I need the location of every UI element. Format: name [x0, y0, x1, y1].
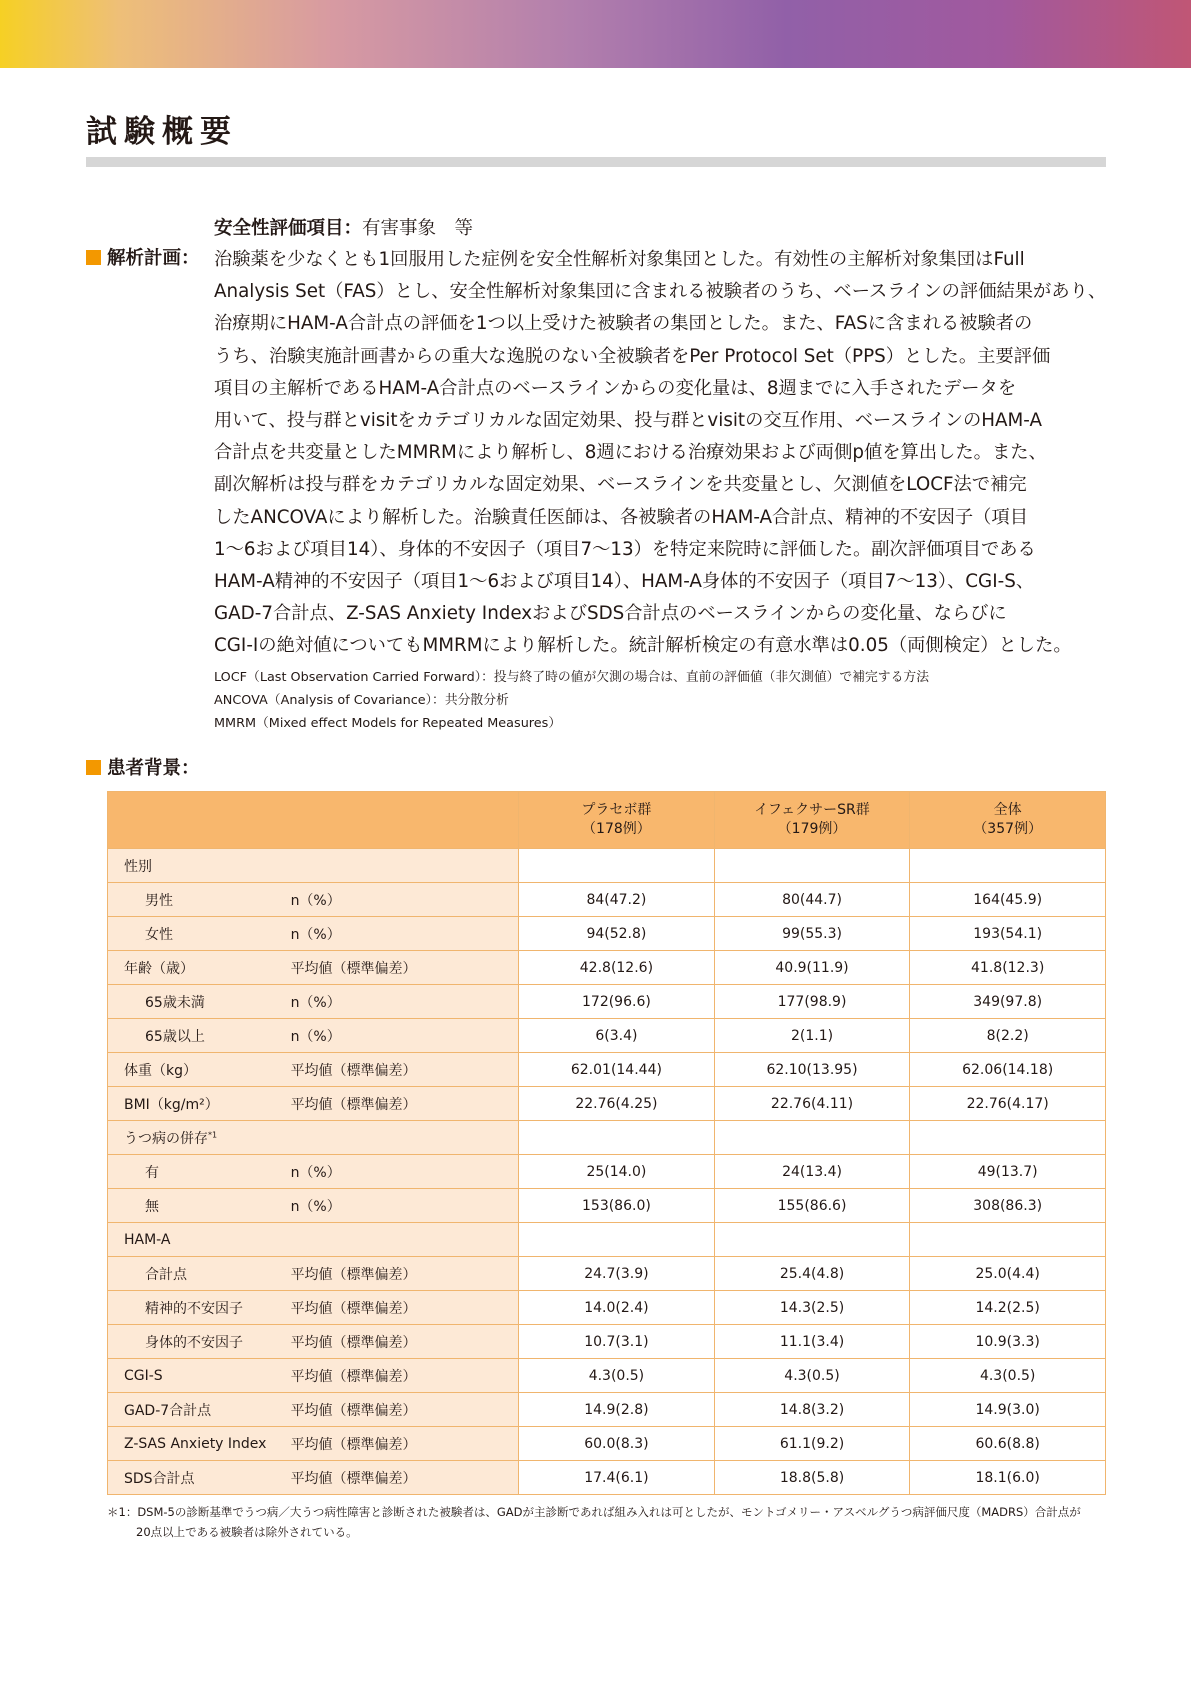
row-label-text: 65歳未満 — [145, 994, 205, 1011]
value-cell: 349(97.8) — [910, 985, 1106, 1019]
row-unit: 平均値（標準偏差） — [291, 951, 519, 985]
value-cell: 60.6(8.8) — [910, 1427, 1106, 1461]
row-label — [108, 1359, 291, 1393]
row-unit: 平均値（標準偏差） — [291, 1427, 519, 1461]
value-cell: 4.3(0.5) — [519, 1359, 715, 1393]
value-cell: 177(98.9) — [714, 985, 910, 1019]
abbreviation-note: MMRM（Mixed effect Models for Repeated Measures） — [214, 716, 562, 731]
value-cell: 193(54.1) — [910, 917, 1106, 951]
abbreviation-note: LOCF（Last Observation Carried Forward）：投与終了時の値が欠測の場合は、直前の評価値（非欠測値）で補完する方法 — [214, 670, 929, 685]
column-count: （357例） — [973, 821, 1043, 837]
table-header-row — [108, 792, 1106, 849]
row-unit: n（%） — [291, 917, 519, 951]
table-row — [108, 849, 1106, 883]
row-unit: 平均値（標準偏差） — [291, 1087, 519, 1121]
table-row — [108, 1223, 1106, 1257]
row-label-text: 身体的不安因子 — [145, 1334, 243, 1351]
value-cell: 62.10(13.95) — [714, 1053, 910, 1087]
row-unit: 平均値（標準偏差） — [291, 1393, 519, 1427]
value-cell: 155(86.6) — [714, 1189, 910, 1223]
value-cell — [714, 1121, 910, 1155]
column-name: 全体 — [993, 802, 1022, 818]
analysis-line: GAD-7合計点、Z-SAS Anxiety IndexおよびSDS合計点のベースラインからの変化量、ならびに — [214, 603, 1007, 625]
value-cell: 80(44.7) — [714, 883, 910, 917]
table-row — [108, 1427, 1106, 1461]
row-unit: n（%） — [291, 985, 519, 1019]
footnote-marker: *1 — [208, 1129, 218, 1139]
value-cell: 4.3(0.5) — [910, 1359, 1106, 1393]
value-cell: 10.9(3.3) — [910, 1325, 1106, 1359]
value-cell: 25.0(4.4) — [910, 1257, 1106, 1291]
value-cell — [714, 849, 910, 883]
value-cell: 41.8(12.3) — [910, 951, 1106, 985]
row-label-text: Z-SAS Anxiety Index — [124, 1435, 267, 1452]
value-cell: 62.06(14.18) — [910, 1053, 1106, 1087]
value-cell: 84(47.2) — [519, 883, 715, 917]
table-row — [108, 951, 1106, 985]
table-row — [108, 883, 1106, 917]
footnote-line: ＊1：DSM-5の診断基準でうつ病／大うつ病性障害と診断された被験者は、GADが主診断であれば組み入れは可としたが、モントゴメリー・アスベルグうつ病評価尺度（MADRS）合計点が — [107, 1505, 1081, 1519]
row-label — [108, 1223, 291, 1257]
row-label — [108, 1461, 291, 1495]
value-cell: 14.9(3.0) — [910, 1393, 1106, 1427]
analysis-line: CGI-Iの絶対値についてもMMRMにより解析した。統計解析検定の有意水準は0.05（両側検定）とした。 — [214, 635, 1072, 657]
row-label — [108, 1393, 291, 1427]
header-blank-cell — [108, 792, 519, 849]
row-label — [108, 951, 291, 985]
value-cell: 60.0(8.3) — [519, 1427, 715, 1461]
row-label — [108, 849, 291, 883]
row-unit — [291, 1121, 519, 1155]
safety-endpoint-label: 安全性評価項目： — [214, 218, 363, 239]
value-cell: 61.1(9.2) — [714, 1427, 910, 1461]
safety-endpoint-text: 有害事象 等 — [362, 218, 474, 239]
analysis-plan-heading — [86, 244, 200, 270]
row-unit: 平均値（標準偏差） — [291, 1359, 519, 1393]
patient-background-heading — [86, 754, 200, 780]
analysis-line: したANCOVAにより解析した。治験責任医師は、各被験者のHAM-A合計点、精神的不安因子（項目 — [214, 506, 1028, 528]
row-unit: n（%） — [291, 1189, 519, 1223]
value-cell: 42.8(12.6) — [519, 951, 715, 985]
row-label-text: BMI（kg/m²） — [124, 1096, 219, 1113]
row-label — [108, 1291, 291, 1325]
row-label-text: CGI-S — [124, 1367, 163, 1384]
analysis-line: Analysis Set（FAS）とし、安全性解析対象集団に含まれる被験者のうち、ベースラインの評価結果があり、 — [214, 281, 1107, 303]
value-cell: 18.1(6.0) — [910, 1461, 1106, 1495]
value-cell: 10.7(3.1) — [519, 1325, 715, 1359]
column-count: （178例） — [582, 821, 651, 837]
row-label-text: HAM-A — [124, 1231, 171, 1248]
value-cell: 40.9(11.9) — [714, 951, 910, 985]
row-label-text: うつ病の併存 — [124, 1130, 208, 1147]
row-unit — [291, 1223, 519, 1257]
header-total — [910, 792, 1106, 849]
safety-endpoint-line — [214, 214, 473, 240]
table-row — [108, 1257, 1106, 1291]
row-label-text: 女性 — [145, 926, 173, 943]
value-cell: 4.3(0.5) — [714, 1359, 910, 1393]
row-label-text: 性別 — [124, 858, 152, 875]
row-label — [108, 985, 291, 1019]
column-count: （179例） — [777, 821, 847, 837]
value-cell: 153(86.0) — [519, 1189, 715, 1223]
row-label — [108, 1155, 291, 1189]
row-unit: n（%） — [291, 883, 519, 917]
row-label-text: SDS合計点 — [124, 1470, 195, 1487]
row-label — [108, 1257, 291, 1291]
table-row — [108, 1121, 1106, 1155]
patient-background-table — [107, 791, 1106, 1495]
analysis-line: 用いて、投与群とvisitをカテゴリカルな固定効果、投与群とvisitの交互作用、ベースラインのHAM-A — [214, 410, 1043, 432]
table-row — [108, 1325, 1106, 1359]
row-label-text: 有 — [145, 1164, 159, 1181]
row-label — [108, 1427, 291, 1461]
header-effexor-sr — [714, 792, 910, 849]
value-cell: 17.4(6.1) — [519, 1461, 715, 1495]
value-cell — [910, 1223, 1106, 1257]
row-label-text: 合計点 — [145, 1266, 187, 1283]
value-cell: 14.0(2.4) — [519, 1291, 715, 1325]
row-unit: 平均値（標準偏差） — [291, 1461, 519, 1495]
table-row — [108, 1053, 1106, 1087]
value-cell — [714, 1223, 910, 1257]
value-cell: 49(13.7) — [910, 1155, 1106, 1189]
value-cell — [910, 849, 1106, 883]
orange-square-bullet-icon — [86, 760, 101, 775]
row-label-text: 65歳以上 — [145, 1028, 205, 1045]
analysis-plan-body — [214, 244, 1114, 663]
row-label-text: 年齢（歳） — [124, 960, 194, 977]
value-cell: 94(52.8) — [519, 917, 715, 951]
value-cell: 14.8(3.2) — [714, 1393, 910, 1427]
row-label — [108, 1053, 291, 1087]
patient-background-heading-label: 患者背景： — [107, 758, 200, 779]
page-title: 試験概要 — [86, 114, 238, 150]
header-gradient-band — [0, 0, 1191, 68]
analysis-line: 治験薬を少なくとも1回服用した症例を安全性解析対象集団とした。有効性の主解析対象集団はFull — [214, 249, 1025, 270]
table-row — [108, 1393, 1106, 1427]
header-placebo — [519, 792, 715, 849]
table-row — [108, 1359, 1106, 1393]
analysis-line: 合計点を共変量としたMMRMにより解析し、8週における治療効果および両側p値を算出した。また、 — [214, 442, 1047, 464]
value-cell: 14.2(2.5) — [910, 1291, 1106, 1325]
analysis-plan-heading-label: 解析計画： — [107, 248, 200, 269]
row-label — [108, 1325, 291, 1359]
title-underline — [86, 157, 1106, 167]
analysis-line: 1〜6および項目14）、身体的不安因子（項目7〜13）を特定来院時に評価した。副次評価項目である — [214, 538, 1036, 560]
value-cell — [519, 849, 715, 883]
value-cell: 62.01(14.44) — [519, 1053, 715, 1087]
value-cell — [519, 1121, 715, 1155]
value-cell: 14.3(2.5) — [714, 1291, 910, 1325]
row-unit: n（%） — [291, 1155, 519, 1189]
table-row — [108, 985, 1106, 1019]
row-label-text: 体重（kg） — [124, 1062, 197, 1079]
row-unit: 平均値（標準偏差） — [291, 1291, 519, 1325]
value-cell: 172(96.6) — [519, 985, 715, 1019]
analysis-line: 治療期にHAM-A合計点の評価を1つ以上受けた被験者の集団とした。また、FASに含まれる被験者の — [214, 313, 1033, 335]
row-label — [108, 1019, 291, 1053]
table-row — [108, 1461, 1106, 1495]
column-name: イフェクサーSR群 — [754, 802, 870, 818]
analysis-line: うち、治験実施計画書からの重大な逸脱のない全被験者をPer Protocol Set（PPS）とした。主要評価 — [214, 345, 1051, 367]
value-cell: 11.1(3.4) — [714, 1325, 910, 1359]
row-unit: 平均値（標準偏差） — [291, 1325, 519, 1359]
orange-square-bullet-icon — [86, 250, 101, 265]
table-row — [108, 1019, 1106, 1053]
value-cell: 8(2.2) — [910, 1019, 1106, 1053]
row-label-text: 無 — [145, 1198, 159, 1215]
value-cell: 24.7(3.9) — [519, 1257, 715, 1291]
table-row — [108, 917, 1106, 951]
value-cell: 6(3.4) — [519, 1019, 715, 1053]
table-row — [108, 1291, 1106, 1325]
value-cell: 25(14.0) — [519, 1155, 715, 1189]
value-cell: 2(1.1) — [714, 1019, 910, 1053]
table-body — [108, 849, 1106, 1495]
abbreviation-note: ANCOVA（Analysis of Covariance）：共分散分析 — [214, 693, 509, 708]
value-cell: 308(86.3) — [910, 1189, 1106, 1223]
analysis-line: 副次解析は投与群をカテゴリカルな固定効果、ベースラインを共変量とし、欠測値をLOCF法で補完 — [214, 474, 1027, 496]
value-cell: 22.76(4.11) — [714, 1087, 910, 1121]
table-row — [108, 1155, 1106, 1189]
row-unit: 平均値（標準偏差） — [291, 1053, 519, 1087]
row-label — [108, 917, 291, 951]
value-cell: 25.4(4.8) — [714, 1257, 910, 1291]
table-row — [108, 1189, 1106, 1223]
row-label-text: 男性 — [145, 892, 173, 909]
row-unit: n（%） — [291, 1019, 519, 1053]
value-cell: 18.8(5.8) — [714, 1461, 910, 1495]
row-unit — [291, 849, 519, 883]
row-label-text: GAD-7合計点 — [124, 1402, 212, 1419]
value-cell: 22.76(4.17) — [910, 1087, 1106, 1121]
footnote-line: 20点以上である被験者は除外されている。 — [136, 1525, 358, 1539]
value-cell: 164(45.9) — [910, 883, 1106, 917]
row-label — [108, 1121, 291, 1155]
abbreviation-notes — [214, 666, 929, 735]
value-cell — [910, 1121, 1106, 1155]
value-cell: 14.9(2.8) — [519, 1393, 715, 1427]
row-label — [108, 1189, 291, 1223]
analysis-line: HAM-A精神的不安因子（項目1〜6および項目14）、HAM-A身体的不安因子（項目7〜13）、CGI-S、 — [214, 571, 1035, 593]
table-row — [108, 1087, 1106, 1121]
value-cell: 24(13.4) — [714, 1155, 910, 1189]
column-name: プラセボ群 — [581, 802, 652, 818]
value-cell — [519, 1223, 715, 1257]
value-cell: 22.76(4.25) — [519, 1087, 715, 1121]
row-unit: 平均値（標準偏差） — [291, 1257, 519, 1291]
table-footnote — [107, 1502, 1107, 1542]
row-label — [108, 883, 291, 917]
row-label-text: 精神的不安因子 — [145, 1300, 243, 1317]
analysis-line: 項目の主解析であるHAM-A合計点のベースラインからの変化量は、8週までに入手されたデータを — [214, 377, 1017, 399]
row-label — [108, 1087, 291, 1121]
value-cell: 99(55.3) — [714, 917, 910, 951]
